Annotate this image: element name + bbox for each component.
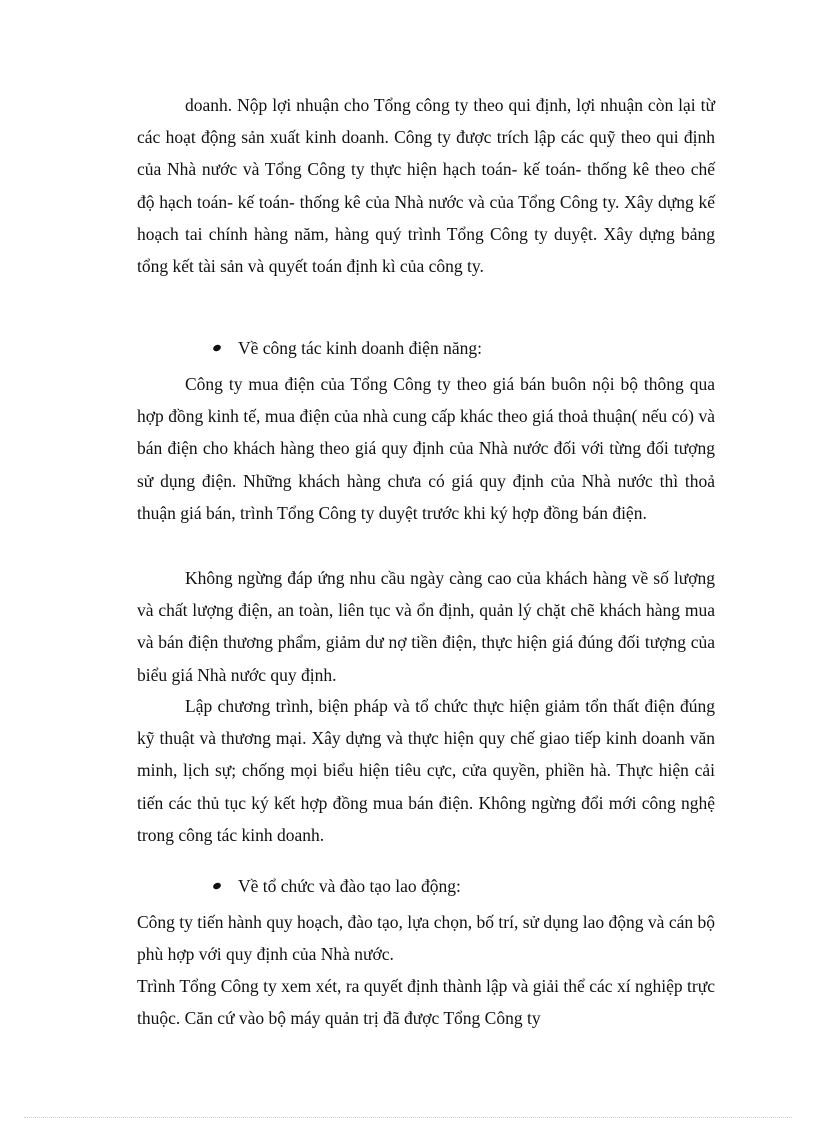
paragraph-text: doanh. Nộp lợi nhuận cho Tổng công ty theo qui định, lợi nhuận còn lại từ các hoạt động sản xuất kinh doanh. Công ty được trích lập các quỹ theo qui định của Nhà nước và Tổng Công ty thực hiện hạch toán- kế toán- thống kê theo chế độ hạch toán- kế toán- thống kê của Nhà nước và của Tổng Công ty. Xây dựng kế hoạch tai chính hàng năm, hàng quý trình Tổng Công ty duyệt. Xây dựng bảng tổng kết tài sản và quyết toán định kì của công ty. — [137, 95, 715, 277]
bullet-icon — [212, 344, 222, 353]
bullet-heading-text: Về tổ chức và đào tạo lao động: — [238, 876, 461, 896]
paragraph-customer-demand — [137, 562, 715, 691]
bullet-heading-text: Về công tác kinh doanh điện năng: — [238, 338, 482, 358]
bullet-heading-business — [213, 332, 482, 364]
paragraph-text: Công ty mua điện của Tổng Công ty theo giá bán buôn nội bộ thông qua hợp đồng kinh tế, mua điện của nhà cung cấp khác theo giá thoả thuận( nếu có) và bán điện cho khách hàng theo giá quy định của Nhà nước đối với từng đối tượng sử dụng điện. Những khách hàng chưa có giá quy định của Nhà nước thì thoả thuận giá bán, trình Tổng Công ty duyệt trước khi ký hợp đồng bán điện. — [137, 374, 715, 523]
page-bottom-rule — [24, 1117, 792, 1118]
paragraph-text: Không ngừng đáp ứng nhu cầu ngày càng cao của khách hàng về số lượng và chất lượng điện, an toàn, liên tục và ổn định, quản lý chặt chẽ khách hàng mua và bán điện thương phẩm, giảm dư nợ tiền điện, thực hiện giá đúng đối tượng của biểu giá Nhà nước quy định. — [137, 568, 715, 685]
paragraph-financial — [137, 89, 715, 282]
paragraph-electricity-purchase — [137, 368, 715, 529]
bullet-icon — [212, 882, 222, 891]
bullet-heading-labor — [213, 870, 461, 902]
paragraph-subsidiaries — [137, 970, 715, 1034]
paragraph-loss-reduction — [137, 690, 715, 851]
paragraph-text: Công ty tiến hành quy hoạch, đào tạo, lựa chọn, bố trí, sử dụng lao động và cán bộ phù hợp với quy định của Nhà nước. — [137, 912, 715, 965]
paragraph-text: Lập chương trình, biện pháp và tổ chức thực hiện giảm tổn thất điện đúng kỹ thuật và thương mại. Xây dựng và thực hiện quy chế giao tiếp kinh doanh văn minh, lịch sự; chống mọi biểu hiện tiêu cực, cửa quyền, phiền hà. Thực hiện cải tiến các thủ tục ký kết hợp đồng mua bán điện. Không ngừng đổi mới công nghệ trong công tác kinh doanh. — [137, 696, 715, 845]
paragraph-labor-planning — [137, 906, 715, 970]
paragraph-text: Trình Tổng Công ty xem xét, ra quyết định thành lập và giải thể các xí nghiệp trực thuộc. Căn cứ vào bộ máy quản trị đã được Tổng Công ty — [137, 976, 715, 1029]
